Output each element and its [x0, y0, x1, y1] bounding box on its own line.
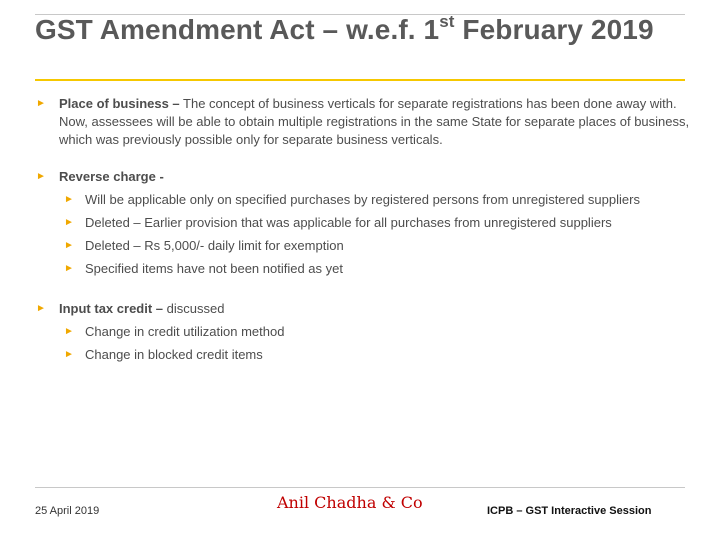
sub-bullet: [35, 191, 695, 209]
sub-bullet-text: Will be applicable only on specified purchases by registered persons from unregistered suppliers: [85, 192, 640, 207]
bullet-arrow-icon: ►: [36, 171, 46, 182]
sub-bullet-text: Deleted – Rs 5,000/- daily limit for exemption: [85, 238, 344, 253]
footer-session-title: ICPB – GST Interactive Session: [487, 505, 652, 517]
bullet-input-tax-credit: [35, 300, 695, 318]
footer-divider: [35, 487, 685, 488]
bullet-text: discussed: [163, 301, 225, 316]
bullet-heading: Input tax credit –: [59, 301, 164, 316]
slide-title: GST Amendment Act – w.e.f. 1st February 2019: [35, 11, 654, 45]
sub-bullet-text: Deleted – Earlier provision that was applicable for all purchases from unregistered suppliers: [85, 215, 612, 230]
bullet-heading: Reverse charge -: [59, 169, 164, 184]
sub-bullet-text: Change in blocked credit items: [85, 347, 263, 362]
sub-bullet: [35, 214, 695, 232]
sub-bullet-text: Specified items have not been notified as yet: [85, 261, 343, 276]
bullet-text: The concept of business verticals for separate registrations has been done away with. Now, assessees will be able to obtain multiple registrations in the same State for separate places of business, which was previously possible only for separate business verticals.: [59, 96, 690, 147]
sub-bullet-arrow-icon: ►: [64, 217, 74, 228]
bullet-arrow-icon: ►: [36, 98, 46, 109]
sub-bullet: [35, 260, 695, 278]
sub-bullet-text: Change in credit utilization method: [85, 324, 285, 339]
footer-date: 25 April 2019: [35, 505, 100, 517]
footer-firm-logo: Anil Chadha & Co: [277, 493, 423, 512]
bullet-reverse-charge: [35, 168, 695, 186]
sub-bullet: [35, 346, 695, 364]
bullet-place-of-business: [35, 95, 695, 149]
bullet-heading: Place of business –: [59, 96, 180, 111]
sub-bullet: [35, 323, 695, 341]
sub-bullet-arrow-icon: ►: [64, 240, 74, 251]
slide-body: [35, 95, 695, 364]
sub-bullet-arrow-icon: ►: [64, 349, 74, 360]
title-underline: [35, 79, 685, 81]
sub-bullet-arrow-icon: ►: [64, 326, 74, 337]
sub-bullet-arrow-icon: ►: [64, 263, 74, 274]
sub-bullet: [35, 237, 695, 255]
sub-bullet-arrow-icon: ►: [64, 194, 74, 205]
bullet-arrow-icon: ►: [36, 303, 46, 314]
